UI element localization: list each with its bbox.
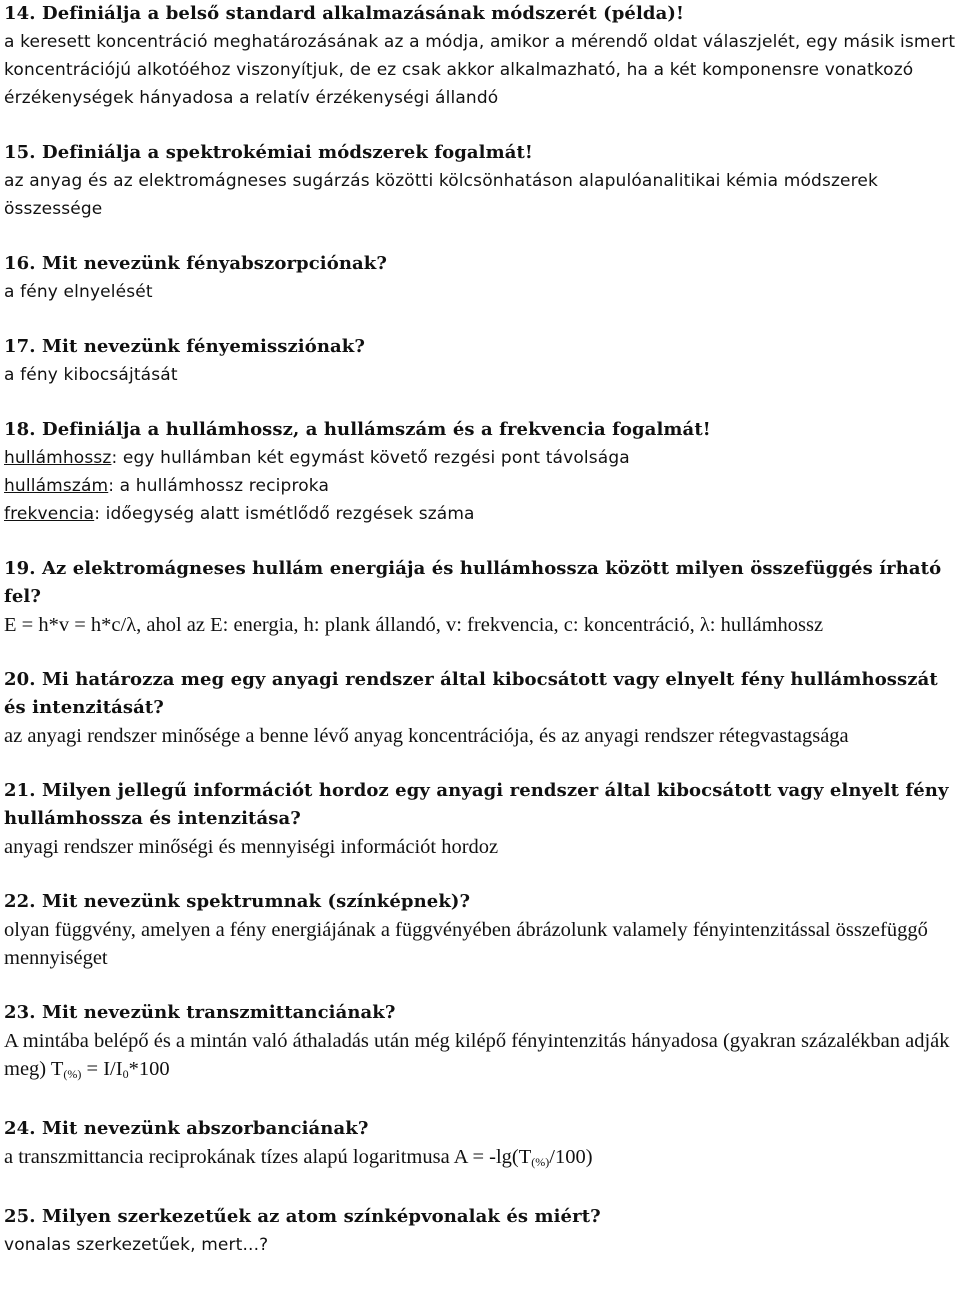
answer-23-formula-end: *100 — [128, 1058, 170, 1080]
definition-wavelength — [4, 444, 956, 472]
term-frequency: frekvencia — [4, 504, 95, 524]
question-23 — [4, 999, 956, 1088]
question-14 — [4, 0, 956, 112]
question-25-answer: vonalas szerkezetűek, mert...? — [4, 1235, 269, 1255]
question-19-title: 19. Az elektromágneses hullám energiája és hullámhossza között milyen összefüggés írható fel? — [4, 558, 942, 607]
question-20 — [4, 666, 956, 750]
question-17-answer: a fény kibocsájtását — [4, 365, 178, 385]
question-17-title: 17. Mit nevezünk fényemissziónak? — [4, 336, 365, 357]
answer-23-text: A mintába belépő és a mintán való áthaladás után még kilépő fényintenzitás hányadosa (gyakran százalékban adják meg) T — [4, 1030, 950, 1080]
answer-24-text: a transzmittancia reciprokának tízes alapú logaritmusa A = -lg(T — [4, 1146, 532, 1168]
definition-wavenumber-text: : a hullámhossz reciproka — [108, 476, 330, 496]
question-19-answer: E = h*v = h*c/λ, ahol az E: energia, h: plank állandó, v: frekvencia, c: koncentráció, λ: hullámhossz — [4, 614, 824, 636]
subscript-percent: (%) — [63, 1067, 82, 1081]
document-page — [4, 0, 956, 1259]
question-18 — [4, 416, 956, 528]
question-21-title: 21. Milyen jellegű információt hordoz egy anyagi rendszer által kibocsátott vagy elnyelt fény hullámhossza és intenzitása? — [4, 780, 949, 829]
question-23-title: 23. Mit nevezünk transzmittanciának? — [4, 1002, 396, 1023]
question-20-title: 20. Mi határozza meg egy anyagi rendszer által kibocsátott vagy elnyelt fény hullámhosszát és intenzitását? — [4, 669, 938, 718]
question-24 — [4, 1115, 956, 1176]
subscript-zero: 0 — [122, 1067, 129, 1081]
definition-frequency — [4, 500, 956, 528]
definition-wavenumber — [4, 472, 956, 500]
question-16 — [4, 250, 956, 306]
question-15-title: 15. Definiálja a spektrokémiai módszerek fogalmát! — [4, 142, 533, 163]
term-wavelength: hullámhossz — [4, 448, 112, 468]
definition-frequency-text: : időegység alatt ismétlődő rezgések száma — [94, 504, 475, 524]
question-14-title: 14. Definiálja a belső standard alkalmazásának módszerét (példa)! — [4, 3, 684, 24]
definition-wavelength-text: : egy hullámban két egymást követő rezgési pont távolsága — [111, 448, 630, 468]
question-16-answer: a fény elnyelését — [4, 282, 153, 302]
question-22 — [4, 888, 956, 972]
question-22-answer: olyan függvény, amelyen a fény energiájának a függvényében ábrázolunk valamely fényintenzitással összefüggő mennyiséget — [4, 919, 928, 969]
subscript-percent: (%) — [531, 1155, 550, 1169]
question-15 — [4, 139, 956, 223]
question-20-answer: az anyagi rendszer minősége a benne lévő anyag koncentrációja, és az anyagi rendszer rétegvastagsága — [4, 725, 849, 747]
question-24-title: 24. Mit nevezünk abszorbanciának? — [4, 1118, 369, 1139]
question-21 — [4, 777, 956, 861]
question-23-answer — [4, 1027, 956, 1088]
question-22-title: 22. Mit nevezünk spektrumnak (színképnek)? — [4, 891, 471, 912]
question-14-answer: a keresett koncentráció meghatározásának az a módja, amikor a mérendő oldat válaszjelét, egy másik ismert koncentrációjú alkotóéhoz viszonyítjuk, de ez csak akkor alkalmazható, ha a két komponensre vonatkozó érzékenységek hányadosa a relatív érzékenységi állandó — [4, 32, 956, 108]
question-15-answer: az anyag és az elektromágneses sugárzás közötti kölcsönhatáson alapulóanalitikai kémia módszerek összessége — [4, 171, 879, 219]
answer-23-formula: = I/I — [81, 1058, 123, 1080]
question-25-title: 25. Milyen szerkezetűek az atom színképvonalak és miért? — [4, 1206, 601, 1227]
question-24-answer — [4, 1143, 956, 1176]
term-wavenumber: hullámszám — [4, 476, 109, 496]
question-18-title: 18. Definiálja a hullámhossz, a hullámszám és a frekvencia fogalmát! — [4, 419, 711, 440]
question-17 — [4, 333, 956, 389]
question-19 — [4, 555, 956, 639]
answer-24-formula-end: /100) — [549, 1146, 593, 1168]
question-25 — [4, 1203, 956, 1259]
question-21-answer: anyagi rendszer minőségi és mennyiségi információt hordoz — [4, 836, 499, 858]
question-16-title: 16. Mit nevezünk fényabszorpciónak? — [4, 253, 388, 274]
